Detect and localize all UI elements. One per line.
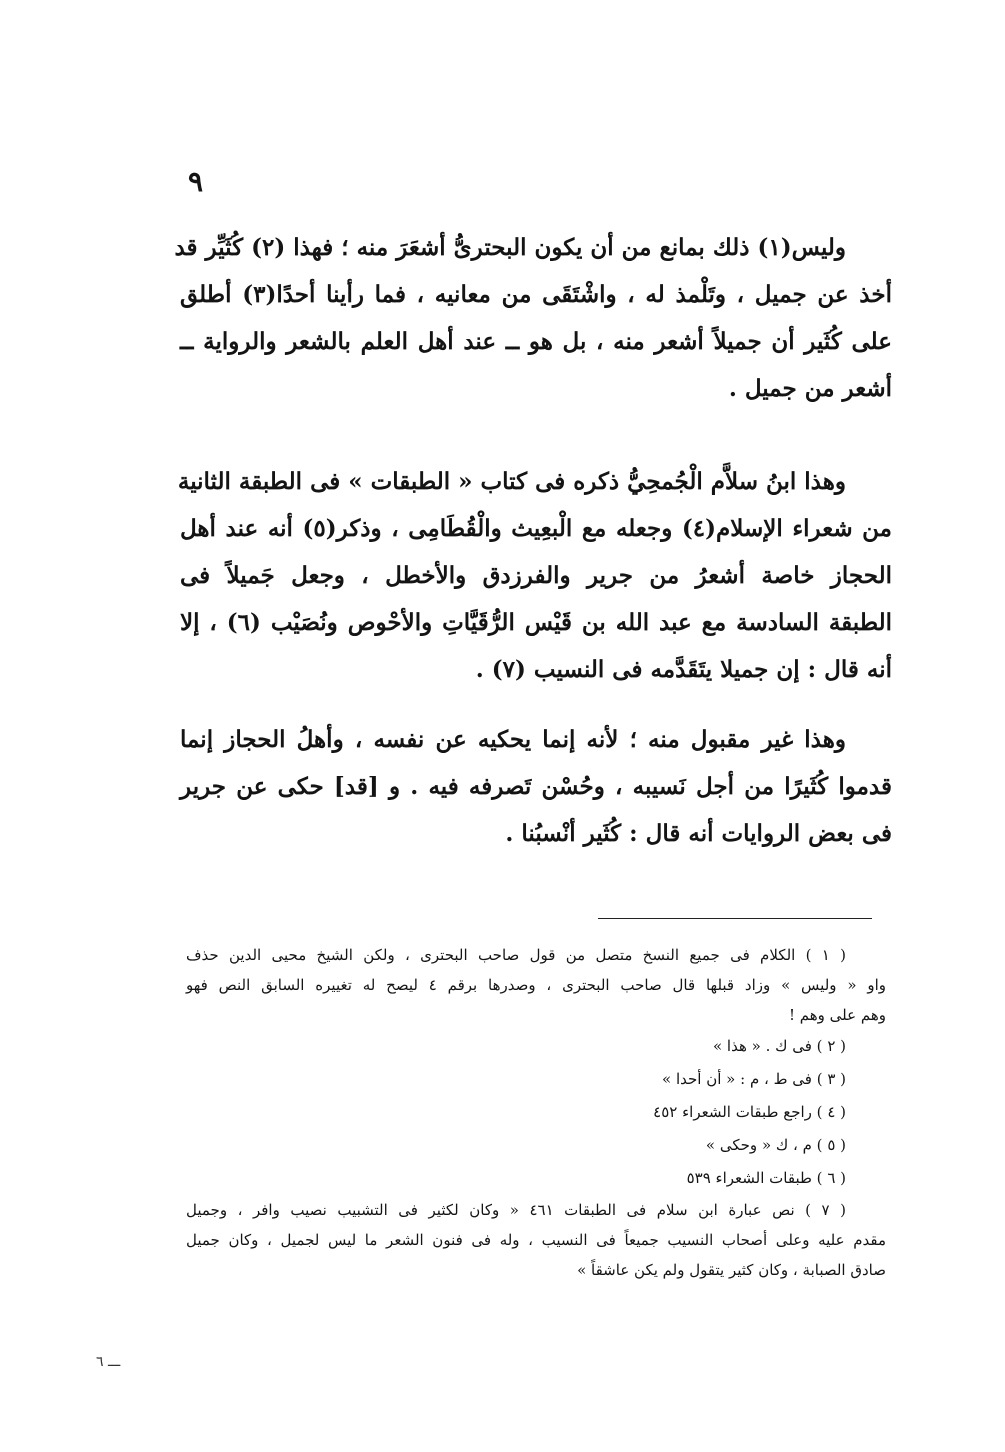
footnote-7-line: مقدم عليه وعلى أصحاب النسيب جميعاً فى النسيب ، وله فى فنون الشعر ما ليس لجميل ، وكان جميل xyxy=(186,1231,886,1249)
footnote-7-line: ( ٧ ) نص عبارة ابن سلام فى الطبقات ٤٦١ « وكان لكثير فى التشبيب نصيب وافر ، وجميل xyxy=(186,1201,846,1219)
paragraph-3 xyxy=(180,716,892,857)
paragraph-line: وليس(١) ذلك بمانع من أن يكون البحترىُّ أشعَرَ منه ؛ فهذا (٢) كُثَيِّر قد xyxy=(174,234,846,261)
footnote-2: ( ٢ ) فى ك . « هذا » xyxy=(712,1037,846,1055)
footnote-7-line: صادق الصبابة ، وكان كثير يتقول ولم يكن عاشقاً » xyxy=(577,1261,886,1279)
footnote-1-line: ( ١ ) الكلام فى جميع النسخ متصل من قول صاحب البحترى ، ولكن الشيخ محيى الدين حذف xyxy=(186,946,847,964)
paragraph-line: قدموا كُثَيرًا من أجل نَسيبه ، وحُسْن تَصرفه فيه . و [قد] حكى عن جرير xyxy=(180,773,892,800)
footnote-1-line: واو « وليس » وزاد قبلها قال صاحب البحترى ، وصدرها برقم ٤ ليصح له تغييره السابق النص فهو xyxy=(186,976,886,994)
paragraph-line: فى بعض الروايات أنه قال : كُثَير أنْسبُنا . xyxy=(505,820,892,847)
paragraph-line: أنه قال : إن جميلا يتَقَدَّمه فى النسيب (٧) . xyxy=(475,656,892,683)
paragraph-line: أشعر من جميل . xyxy=(728,375,892,402)
paragraph-line: الطبقة السادسة مع عبد الله بن قَيْس الرُّقَيَّاتِ والأحْوص ونُصَيْب (٦) ، إلا xyxy=(180,609,893,636)
margin-mark: ـــ ٦ xyxy=(96,1354,121,1370)
footnote-separator xyxy=(598,918,872,919)
paragraph-line: وهذا غير مقبول منه ؛ لأنه إنما يحكيه عن نفسه ، وأهلُ الحجاز إنما xyxy=(180,726,846,753)
page-number: ٩ xyxy=(188,165,204,198)
footnote-5: ( ٥ ) م ، ك « وحكى » xyxy=(705,1136,846,1154)
footnote-6: ( ٦ ) طبقات الشعراء ٥٣٩ xyxy=(686,1169,846,1187)
footnote-1-line: وهم على وهم ! xyxy=(788,1006,886,1024)
paragraph-2 xyxy=(177,458,893,693)
paragraph-line: على كُثَير أن جميلاً أشعر منه ، بل هو ــ عند أهل العلم بالشعر والرواية ــ xyxy=(180,328,892,355)
paragraph-line: وهذا ابنُ سلاَّم الْجُمحِيُّ ذكره فى كتاب « الطبقات » فى الطبقة الثانية xyxy=(177,468,846,495)
paragraph-1 xyxy=(174,224,892,412)
footnote-3: ( ٣ ) فى ط ، م : « أن أحدا » xyxy=(662,1070,846,1088)
footnotes xyxy=(186,940,886,1285)
footnote-4: ( ٤ ) راجع طبقات الشعراء ٤٥٢ xyxy=(653,1103,846,1121)
paragraph-line: من شعراء الإسلام(٤) وجعله مع الْبعِيث والْقُطَامِى ، وذكر(٥) أنه عند أهل xyxy=(180,515,893,542)
paragraph-line: الحجاز خاصة أشعرُ من جرير والفرزدق والأخطل ، وجعل جَميلاً فى xyxy=(180,562,892,589)
paragraph-line: أخذ عن جميل ، وتَلْمذ له ، واشْتَقَى من معانيه ، فما رأينا أحدًا(٣) أطلق xyxy=(180,281,892,308)
